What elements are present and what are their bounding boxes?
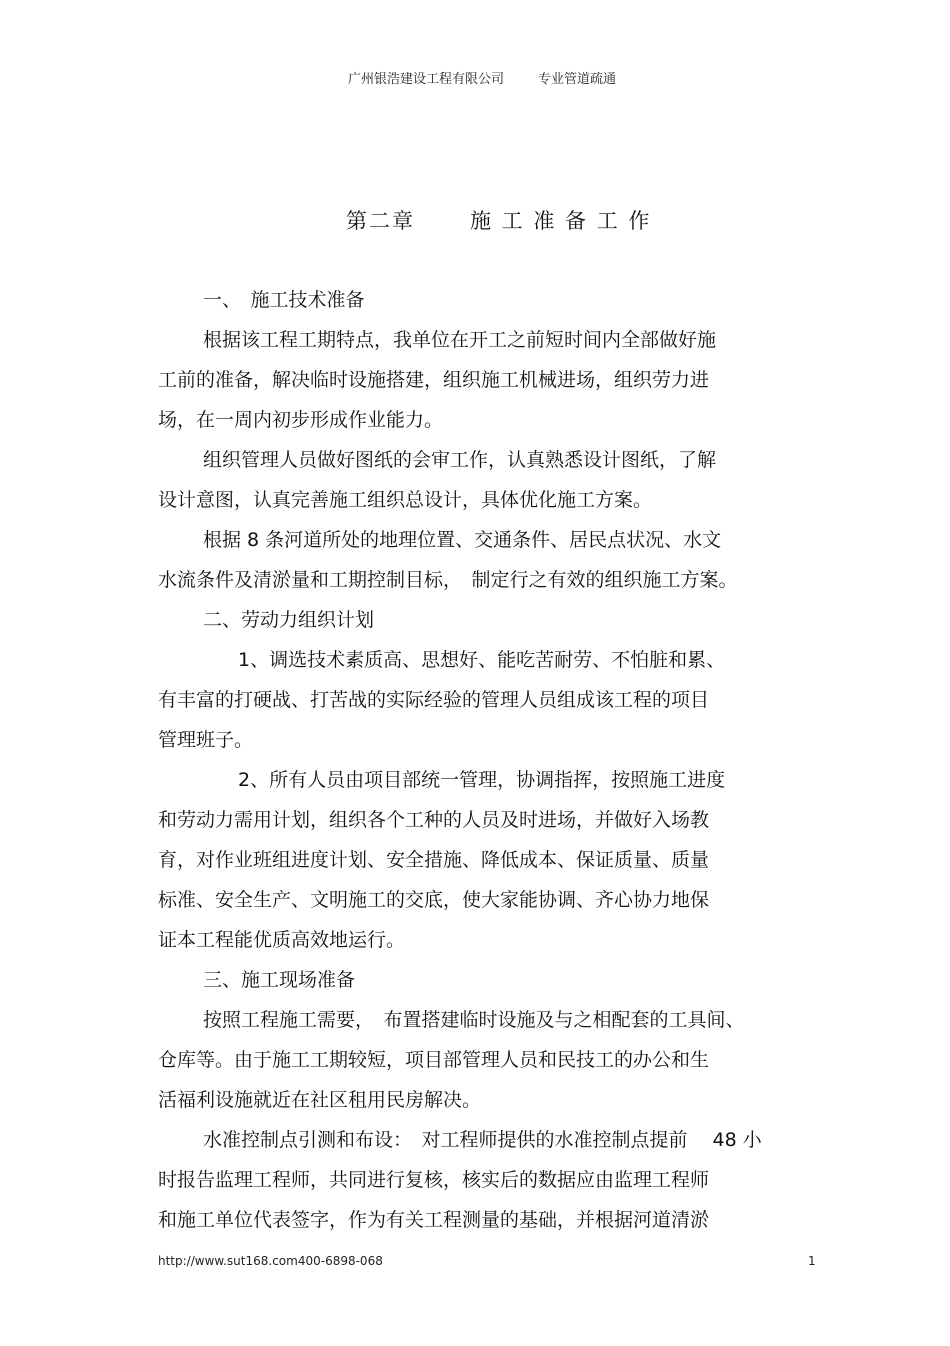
header-service: 专业管道疏通	[538, 72, 617, 87]
body-line: 仓库等。由于施工工期较短，项目部管理人员和民技工的办公和生	[158, 1049, 710, 1071]
body-line: 活福利设施就近在社区租用民房解决。	[158, 1089, 482, 1111]
page-number: 1	[808, 1254, 816, 1268]
body-line: 管理班子。	[158, 729, 254, 751]
body-line: 根据 8 条河道所处的地理位置、交通条件、居民点状况、水文	[203, 529, 722, 551]
section-heading-3: 三、施工现场准备	[203, 969, 356, 991]
body-line: 和施工单位代表签字，作为有关工程测量的基础，并根据河道清淤	[158, 1209, 710, 1231]
body-line: 工前的准备，解决临时设施搭建，组织施工机械进场，组织劳力进	[158, 369, 710, 391]
body-line: 育，对作业班组进度计划、安全措施、降低成本、保证质量、质量	[158, 849, 710, 871]
body-line: 场，在一周内初步形成作业能力。	[158, 409, 444, 431]
chapter-title: 施 工 准 备 工 作	[470, 209, 652, 233]
section-heading-2: 二、劳动力组织计划	[203, 609, 375, 631]
body-line: 和劳动力需用计划，组织各个工种的人员及时进场，并做好入场教	[158, 809, 710, 831]
header-company: 广州银浩建设工程有限公司	[348, 72, 505, 87]
body-line: 水流条件及清淤量和工期控制目标， 制定行之有效的组织施工方案。	[158, 569, 738, 591]
body-line: 根据该工程工期特点，我单位在开工之前短时间内全部做好施	[203, 329, 717, 351]
section-heading-1: 一、 施工技术准备	[203, 289, 365, 311]
body-line: 时报告监理工程师，共同进行复核，核实后的数据应由监理工程师	[158, 1169, 710, 1191]
body-line: 设计意图，认真完善施工组织总设计，具体优化施工方案。	[158, 489, 653, 511]
footer-contact-link[interactable]: http://www.sut168.com400-6898-068	[158, 1254, 383, 1268]
body-line: 组织管理人员做好图纸的会审工作，认真熟悉设计图纸，了解	[203, 449, 717, 471]
body-line: 水准控制点引测和布设： 对工程师提供的水准控制点提前 48 小	[203, 1129, 762, 1151]
chapter-number: 第二章	[346, 209, 415, 233]
body-line: 有丰富的打硬战、打苦战的实际经验的管理人员组成该工程的项目	[158, 689, 710, 711]
body-line: 按照工程施工需要， 布置搭建临时设施及与之相配套的工具间、	[203, 1009, 745, 1031]
body-line: 证本工程能优质高效地运行。	[158, 929, 406, 951]
body-line: 2、所有人员由项目部统一管理，协调指挥，按照施工进度	[238, 769, 726, 791]
body-line: 标准、安全生产、文明施工的交底，使大家能协调、齐心协力地保	[158, 889, 710, 911]
body-line: 1、调选技术素质高、思想好、能吃苦耐劳、不怕脏和累、	[238, 649, 726, 671]
